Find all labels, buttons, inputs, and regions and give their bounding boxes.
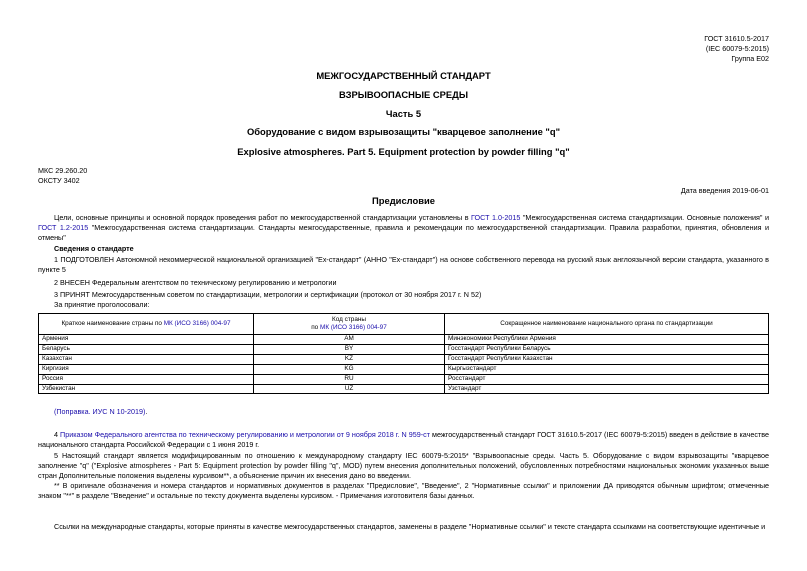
header-country xyxy=(39,314,254,335)
country-cell: Беларусь xyxy=(39,344,254,354)
body-cell: Узстандарт xyxy=(445,384,769,394)
document-header-meta xyxy=(704,34,769,64)
okstu-code: ОКСТУ 3402 xyxy=(38,176,80,185)
header-code xyxy=(254,314,445,335)
amendment-note xyxy=(38,407,769,417)
amendment-link[interactable]: (Поправка. ИУС N 10-2019) xyxy=(54,407,146,416)
foreword-paragraph xyxy=(38,213,769,244)
item-5: 5 Настоящий стандарт является модифицированным по отношению к международному стандарту IEC 60079-5:2015* "Взрывоопасные среды. Часть 5. Оборудование с видом взрывозащиты "кварцевое заполнение "q" ("Explosive atmospheres - Part 5: Equipment protection by powder filling "q", MOD) путем внесения дополнительных положений, обусловленных потребностями национальных экономик указанных выше стран Дополнительные положения выделены курсивом**, а объяснение причин их внесения дано во введении. xyxy=(38,451,769,481)
table-row xyxy=(39,344,769,354)
item-2: 2 ВНЕСЕН Федеральным агентством по техническому регулированию и метрологии xyxy=(54,278,337,287)
code-cell: KG xyxy=(254,364,445,374)
mk-iso-link[interactable]: МК (ИСО 3166) 004-97 xyxy=(163,319,231,327)
body-cell: Госстандарт Республики Казахстан xyxy=(445,354,769,364)
table-row xyxy=(39,354,769,364)
item-4 xyxy=(38,430,769,450)
table-row xyxy=(39,374,769,384)
iec-number: (IEC 60079-5:2015) xyxy=(705,44,769,53)
text: Краткое наименование страны по xyxy=(61,319,164,327)
gost-number: ГОСТ 31610.5-2017 xyxy=(704,34,769,43)
country-cell: Казахстан xyxy=(39,354,254,364)
text: 4 xyxy=(54,430,61,439)
body-cell: Росстандарт xyxy=(445,374,769,384)
text: . xyxy=(145,407,148,416)
country-cell: Узбекистан xyxy=(39,384,254,394)
gost-1-2-link[interactable]: ГОСТ 1.2-2015 xyxy=(38,223,89,233)
database-note: ** В оригинале обозначения и номера стандартов и нормативных документов в разделах "Предисловие", "Введение", 2 "Нормативные ссылки" и приложении ДА приводятся обычным шрифтом; отмеченные знаком "**" в разделе "Введение" и остальные по тексту документа выделены курсивом. - Примечания изготовителя базы данных. xyxy=(38,481,769,501)
effective-date: Дата введения 2019-06-01 xyxy=(680,186,769,195)
gost-1-0-link[interactable]: ГОСТ 1.0-2015 xyxy=(471,213,521,222)
text: по xyxy=(311,324,320,331)
order-link[interactable]: Приказом Федерального агентства по техническому регулированию и метрологии от 9 ноября 2018 г. N 959-ст xyxy=(60,430,431,439)
text: "Межгосударственная система стандартизации. Основные положения" и xyxy=(520,213,769,222)
voted-label: За принятие проголосовали: xyxy=(54,300,150,309)
info-heading: Сведения о стандарте xyxy=(54,244,134,253)
table-row xyxy=(39,384,769,394)
references-paragraph: Ссылки на международные стандарты, которые приняты в качестве межгосударственных стандартов, заменены в разделе "Нормативные ссылки" и тексте стандарта ссылками на соответствующие идентичные и xyxy=(54,522,766,531)
table-header-row xyxy=(39,314,769,335)
code-cell: AM xyxy=(254,335,445,345)
country-cell: Россия xyxy=(39,374,254,384)
countries-table xyxy=(38,313,769,394)
table-row xyxy=(39,364,769,374)
text: Код страны xyxy=(332,315,366,323)
item-1: 1 ПОДГОТОВЛЕН Автономной некоммерческой национальной организацией "Ех-стандарт" (АННО "Ех-стандарт") на основе собственного перевода на русский язык англоязычной версии стандарта, указанного в пункте 5 xyxy=(38,255,769,275)
body-cell: Кыргызстандарт xyxy=(445,364,769,374)
subtitle: Оборудование с видом взрывозащиты "кварцевое заполнение "q" xyxy=(246,126,561,137)
mks-code: МКС 29.260.20 xyxy=(38,166,88,175)
body-cell: Госстандарт Республики Беларусь xyxy=(445,344,769,354)
body-cell: Минэкономики Республики Армения xyxy=(445,335,769,345)
classification-codes xyxy=(38,166,87,186)
code-cell: UZ xyxy=(254,384,445,394)
country-cell: Армения xyxy=(39,335,254,345)
text: "Межгосударственная система стандартизации. Стандарты межгосударственные, правила и рекомендации по межгосударственной стандартизации. Правила разработки, принятия, обновления и отмены" xyxy=(38,223,769,243)
mk-iso-link[interactable]: МК (ИСО 3166) 004-97 xyxy=(320,324,387,331)
code-cell: RU xyxy=(254,374,445,384)
country-cell: Киргизия xyxy=(39,364,254,374)
item-3: 3 ПРИНЯТ Межгосударственным советом по стандартизации, метрологии и сертификации (протокол от 30 ноября 2017 г. N 52) xyxy=(54,290,482,299)
header-body: Сокращенное наименование национального органа по стандартизации xyxy=(445,314,769,335)
english-title: Explosive atmospheres. Part 5. Equipment protection by powder filling "q" xyxy=(237,146,570,157)
standard-type-title: МЕЖГОСУДАРСТВЕННЫЙ СТАНДАРТ xyxy=(316,70,491,81)
text: межгосударственный стандарт ГОСТ 31610.5-2017 (IEC 60079-5:2015) введен в действие в качестве национального стандарта Российской Федерации с 1 июня 2019 г. xyxy=(38,430,769,450)
code-cell: BY xyxy=(254,344,445,354)
code-cell: KZ xyxy=(254,354,445,364)
foreword-heading: Предисловие xyxy=(372,195,435,206)
table-row xyxy=(39,335,769,345)
part-title: Часть 5 xyxy=(385,108,422,119)
standard-name-title: ВЗРЫВООПАСНЫЕ СРЕДЫ xyxy=(338,89,469,100)
text: Цели, основные принципы и основной порядок проведения работ по межгосударственной стандартизации установлены в xyxy=(54,213,472,222)
group-code: Группа Е02 xyxy=(731,54,769,63)
